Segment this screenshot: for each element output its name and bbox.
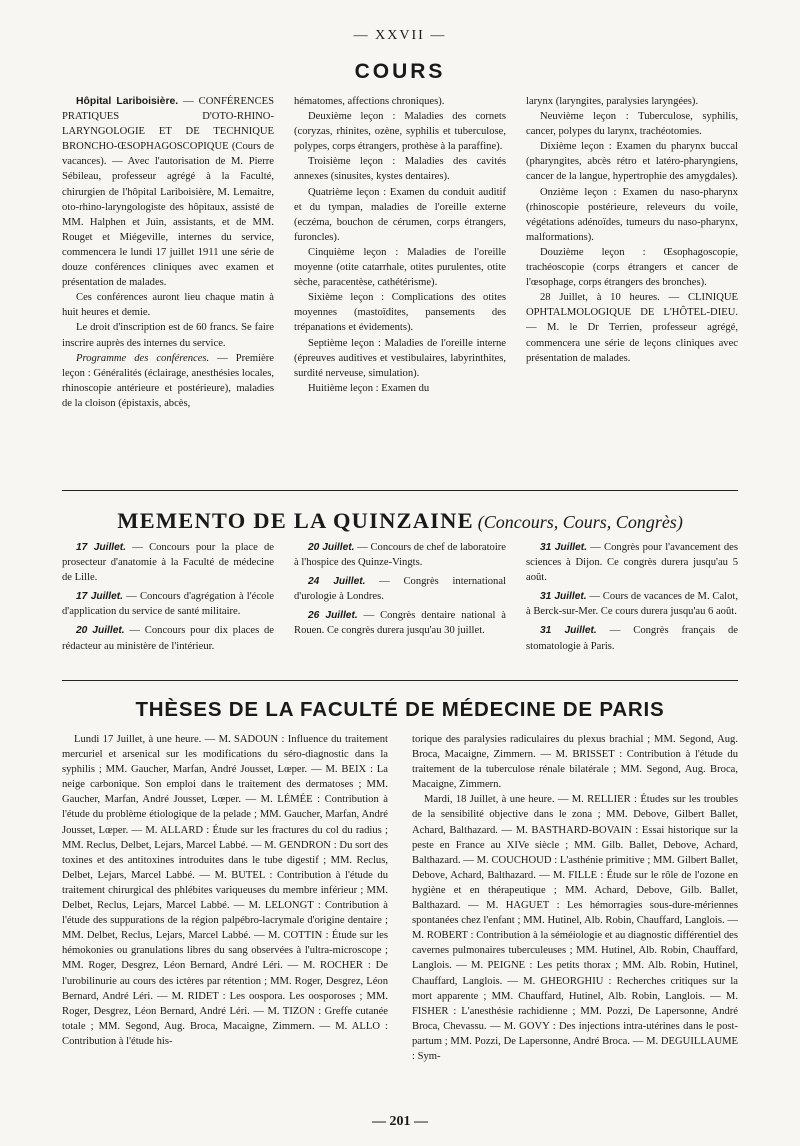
page-number-top: — XXVII — [353, 28, 447, 43]
cours-paragraph [62, 351, 274, 411]
memento-date: 20 Juillet. [76, 625, 125, 637]
cours-paragraph: Sixième leçon : Complications des otites moyennes (mastoïdites, pansements des trépanations et évidements). [294, 292, 506, 334]
memento-entry [294, 574, 506, 604]
cours-paragraph: Onzième leçon : Examen du naso-pharynx (rhinoscopie postérieure, releveurs du voile, végétations adénoïdes, tumeurs du naso-pharynx, malformations). [526, 186, 738, 243]
theses-column-2 [412, 732, 738, 1098]
theses-columns [62, 732, 738, 1098]
cours-paragraph [62, 94, 274, 290]
memento-entry [526, 589, 738, 619]
cours-heading: COURS [354, 60, 446, 83]
cours-paragraph: Le droit d'inscription est de 60 francs. Se faire inscrire auprès des internes du service. [62, 322, 274, 349]
memento-entry [62, 589, 274, 619]
memento-date: 17 Juillet. [76, 591, 123, 603]
memento-entry [62, 623, 274, 653]
memento-date: 24 Juillet. [308, 576, 366, 588]
memento-date: 31 Juillet. [540, 542, 588, 553]
section-divider [62, 680, 738, 681]
theses-paragraph: Mardi, 18 Juillet, à une heure. — M. RELLIER : Études sur les troubles de la sensibilité objective dans le zona ; MM. Debove, Gilbert Ballet, Achard, Balthazard. — M. BASTHARD-BOVAIN : Essai historique sur la peste en France au XIVe siècle ; MM. Gilb. Ballet, Debove, Achard, Balthazard. — M. COUCHOUD : L'asthénie primitive ; MM. Gilbert Ballet, Debove, Achard, Balthazard. — M. FILLE : Étude sur le rôle de l'ozone en hygiène et en thérapeutique ; MM. Achard, Debove, Gilb. Ballet, Balthazard. — M. HAGUET : Les hémorragies sous-dure-mériennes spontanées chez l'enfant ; MM. Hutinel, Alb. Robin, Chauffard, Langlois. — M. ROBERT : Contribution à la séméiologie et au diagnostic différentiel des cavernes pulmonaires tuberculeuses ; MM. Hutinel, Alb. Robin, Chauffard, Langlois. — M. PEIGNE : Les petits thorax ; MM. Alb. Robin, Hutinel, Chauffard, Langlois. — M. GHEORGHIU : Recherches critiques sur la mort apparente ; MM. Chauffard, Hutinel, Alb. Robin, Langlois. — M. FISHER : L'anesthésie rachidienne ; MM. Pozzi, De Lapersonne, André Broca, Chevassu. — M. GOVY : Des injections intra-utérines dans le post-partum ; MM. Pozzi, De Lapersonne, André Broca. — M. DEGUILLAUME : Sym- [412, 794, 738, 1062]
memento-subtitle: (Concours, Cours, Congrès) [477, 512, 683, 532]
memento-column-2 [294, 540, 506, 670]
theses-column-1 [62, 732, 388, 1098]
memento-text: — Congrès international d'urologie à Londres. [294, 576, 506, 603]
cours-paragraph: Septième leçon : Maladies de l'oreille interne (épreuves auditives et vestibulaires, labyrinthites, surdité nerveuse, simulation). [294, 337, 506, 379]
cours-paragraph: Dixième leçon : Examen du pharynx buccal (pharyngites, abcès rétro et latéro-pharyngiens, cancer de la langue, hypertrophie des amygdales). [526, 141, 738, 183]
cours-paragraph: larynx (laryngites, paralysies laryngées). [526, 96, 699, 107]
theses-paragraph: torique des paralysies radiculaires du plexus brachial ; MM. Segond, Aug. Broca, Macaigne, Zimmern. — M. BRISSET : Contribution à l'étude du traitement de la tuberculose rénale bilatérale ; MM. Segond, Aug. Broca, Macaigne, Zimmern. [412, 734, 738, 791]
memento-entry [294, 608, 506, 638]
cours-paragraph: Huitième leçon : Examen du [308, 382, 430, 394]
cours-paragraph: Troisième leçon : Maladies des cavités annexes (sinusites, kystes dentaires). [294, 156, 506, 183]
cours-paragraph-text: — CONFÉRENCES PRATIQUES D'OTO-RHINO-LARYNGOLOGIE ET DE TECHNIQUE BRONCHO-ŒSOPHAGOSCOPIQUE (Cours de vacances). — Avec l'autorisation de M. Pierre Sébileau, professeur agrégé à la Faculté, chirurgien de l'hôpital Lariboisière, M. Lemaitre, oto-rhino-laryngologiste des hôpitaux, assisté de MM. Halphen et Juin, assistants, et de MM. Rouget et Miégeville, internes du service, commencera le lundi 17 juillet 1911 une série de douze conférences cliniques avec examen et présentation de malades. [62, 96, 274, 289]
cours-paragraph: Neuvième leçon : Tuberculose, syphilis, cancer, polypes du larynx, trachéotomies. [526, 111, 738, 138]
memento-column-1 [62, 540, 274, 670]
theses-heading: THÈSES DE LA FACULTÉ DE MÉDECINE DE PARIS [135, 698, 665, 721]
cours-column-2 [294, 94, 506, 472]
theses-paragraph: Lundi 17 Juillet, à une heure. — M. SADOUN : Influence du traitement mercuriel et arsenical sur les modifications du séro-diagnostic dans la syphilis ; MM. Gaucher, Marfan, André Jousset, Lœper. — M. BEIX : La neige carbonique. Son emploi dans le traitement des dermatoses ; MM. Gaucher, Marfan, André Jousset, Lœper. — M. LÉMÉE : Contribution à l'étude du problème étiologique de la pelade ; MM. Gaucher, Marfan, André Jousset, Lœper. — M. ALLARD : Étude sur les fractures du col du radius ; MM. Reclus, Delbet, Lejars, Marcel Labbé. — M. GENDRON : Du sort des toxines et des antitoxines introduites dans le tube digestif ; MM. Reclus, Delbet, Lejars, Marcel Labbé. — M. BUTEL : Contribution à l'étude du traitement chirurgical des phlébites variqueuses du membre inférieur ; MM. Delbet, Reclus, Lejars, Marcel Labbé. — M. LELONGT : Contribution à l'étude des suppurations de la région palpébro-lacrymale d'origine dentaire ; MM. Delbet, Reclus, Lejars, Marcel Labbé. — M. COTTIN : Étude sur les hémokonies ou granulations libres du sang observées à l'ultra-microscope ; MM. Roger, Desgrez, Léon Bernard, André Léri. — M. ROCHER : De l'urobilinurie au cours des ictères par rétention ; MM. Roger, Desgrez, Léon Bernard, André Léri. — M. RIDET : Les oospora. Les oosporoses ; MM. Roger, Desgrez, Léon Bernard, André Léri. — M. TIZON : Greffe cutanée totale ; MM. Segond, Aug. Broca, Macaigne, Zimmern. — M. ALLO : Contribution à l'étude his- [62, 734, 388, 1047]
cours-paragraph-text: — Première leçon : Généralités (éclairage, anesthésies locales, rhinoscopie antérieure et postérieure), maladies de la cloison (épistaxis, abcès, [62, 352, 274, 409]
page-number-bottom: — 201 — [372, 1114, 428, 1129]
memento-column-3 [526, 540, 738, 670]
memento-entry [294, 540, 506, 570]
memento-entry [62, 540, 274, 585]
memento-text: — Congrès dentaire national à Rouen. Ce congrès durera jusqu'au 30 juillet. [294, 610, 506, 637]
memento-date: 20 Juillet. [308, 542, 355, 553]
memento-entry [526, 623, 738, 653]
cours-paragraph: 28 Juillet, à 10 heures. — CLINIQUE OPHTALMOLOGIQUE DE L'HÔTEL-DIEU. — M. le Dr Terrien, professeur agrégé, commencera une série de leçons cliniques avec présentation de malades. [526, 292, 738, 364]
memento-text: — Congrès pour l'avancement des sciences à Dijon. Ce congrès durera jusqu'au 5 août. [526, 542, 739, 584]
memento-text: — Concours d'agrégation à l'école d'application du service de santé militaire. [62, 591, 274, 618]
memento-text: — Congrès français de stomatologie à Paris. [526, 625, 738, 652]
memento-text: — Concours pour dix places de rédacteur au ministère de l'intérieur. [62, 625, 275, 652]
memento-text: — Concours pour la place de prosecteur d'anatomie à la Faculté de médecine de Lille. [62, 542, 274, 584]
memento-date: 26 Juillet. [308, 610, 358, 622]
cours-column-3 [526, 94, 738, 472]
memento-date: 31 Juillet. [540, 625, 597, 637]
programme-heading: Programme des conférences. [76, 352, 210, 364]
cours-paragraph: Cinquième leçon : Maladies de l'oreille moyenne (otite catarrhale, otites purulentes, otite sèche, paracentèse, cathétérisme). [294, 246, 506, 289]
memento-date: 17 Juillet. [76, 542, 127, 553]
section-divider [62, 490, 738, 491]
cours-column-1 [62, 94, 274, 472]
cours-paragraph: Douzième leçon : Œsophagoscopie, trachéoscopie (corps étrangers et cancer de l'œsophage, corps étrangers des bronches). [526, 246, 738, 289]
memento-date: 31 Juillet. [540, 591, 587, 603]
memento-heading [62, 508, 738, 534]
memento-entry [526, 540, 738, 585]
cours-paragraph: Deuxième leçon : Maladies des cornets (coryzas, rhinites, ozène, syphilis et tuberculose, polypes, corps étrangers, prothèse à la paraffine). [294, 111, 506, 153]
memento-title: MEMENTO DE LA QUINZAINE [117, 508, 474, 533]
cours-paragraph: Quatrième leçon : Examen du conduit auditif et du tympan, maladies de l'oreille externe (eczéma, bouchon de cérumen, corps étrangers, furoncles). [294, 186, 506, 243]
memento-text: — Concours de chef de laboratoire à l'hospice des Quinze-Vingts. [294, 542, 506, 569]
cours-venue-heading: Hôpital Lariboisière. [76, 96, 179, 107]
journal-page [62, 0, 738, 1146]
cours-columns [62, 94, 738, 472]
cours-paragraph: hématomes, affections chroniques). [294, 96, 445, 107]
memento-columns [62, 540, 738, 670]
cours-paragraph: Ces conférences auront lieu chaque matin à huit heures et demie. [62, 292, 274, 319]
memento-text: — Cours de vacances de M. Calot, à Berck-sur-Mer. Ce cours durera jusqu'au 6 août. [526, 591, 738, 618]
